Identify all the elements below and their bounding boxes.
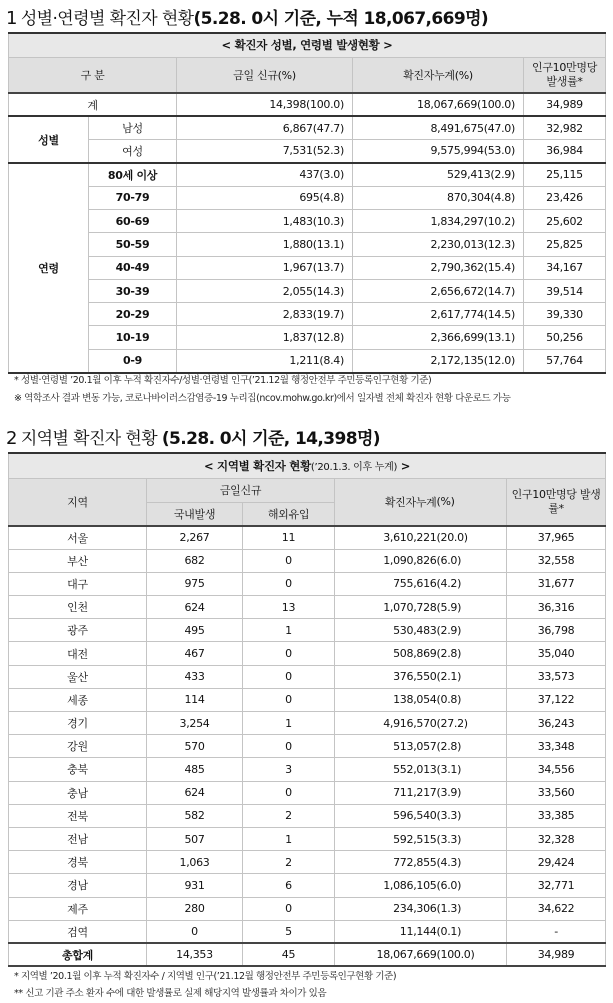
row-overseas: 0 <box>243 665 335 688</box>
header-today: 금일신규 <box>147 478 335 502</box>
row-region: 경기 <box>9 712 147 735</box>
table-row <box>9 326 606 349</box>
row-region: 충남 <box>9 781 147 804</box>
row-overseas: 13 <box>243 596 335 619</box>
row-label: 10-19 <box>89 326 177 349</box>
row-cumulative: 592,515 <box>335 827 437 850</box>
row-region: 경북 <box>9 851 147 874</box>
table-row <box>9 163 606 186</box>
row-pct: (4.2) <box>437 572 507 595</box>
row-rate: 33,348 <box>507 735 606 758</box>
row-rate: 37,122 <box>507 688 606 711</box>
row-cumulative: 138,054 <box>335 688 437 711</box>
row-domestic: 3,254 <box>147 712 243 735</box>
row-rate: 37,965 <box>507 526 606 549</box>
header-overseas: 해외유입 <box>243 502 335 526</box>
row-rate: 32,328 <box>507 827 606 850</box>
row-pct: (20.0) <box>437 526 507 549</box>
row-region: 세종 <box>9 688 147 711</box>
table2-header-row-a <box>9 478 606 502</box>
row-cumulative: 552,013 <box>335 758 437 781</box>
table-row <box>9 572 606 595</box>
table1-total-row <box>9 93 606 116</box>
row-cumulative: 9,575,994(53.0) <box>353 140 524 163</box>
row-label: 80세 이상 <box>89 163 177 186</box>
row-domestic: 433 <box>147 665 243 688</box>
row-pct: (2.8) <box>437 735 507 758</box>
row-rate: 33,560 <box>507 781 606 804</box>
header-cumulative: 확진자누계(%) <box>353 57 524 93</box>
row-domestic: 570 <box>147 735 243 758</box>
row-cumulative: 2,366,699(13.1) <box>353 326 524 349</box>
row-pct: (3.3) <box>437 804 507 827</box>
row-domestic: 975 <box>147 572 243 595</box>
table-row <box>9 665 606 688</box>
section2-number: 2 <box>6 428 17 449</box>
section1-number: 1 <box>6 8 17 29</box>
total-overseas: 45 <box>243 943 335 966</box>
row-domestic: 114 <box>147 688 243 711</box>
row-new: 1,211(8.4) <box>177 349 353 372</box>
table-row <box>9 781 606 804</box>
row-overseas: 2 <box>243 804 335 827</box>
row-label: 여성 <box>89 140 177 163</box>
row-label: 30-39 <box>89 279 177 302</box>
row-cumulative: 513,057 <box>335 735 437 758</box>
row-cumulative: 234,306 <box>335 897 437 920</box>
table2-caption-end: > <box>397 458 411 473</box>
row-new: 6,867(47.7) <box>177 116 353 139</box>
row-overseas: 2 <box>243 851 335 874</box>
row-rate: 32,982 <box>524 116 606 139</box>
table2-caption-sub: (’20.1.3. 이후 누계) <box>310 461 398 473</box>
gender-age-table <box>8 32 606 374</box>
table-row <box>9 851 606 874</box>
row-rate: 32,771 <box>507 874 606 897</box>
table1-caption-row <box>9 33 606 57</box>
table-row <box>9 897 606 920</box>
table-row <box>9 642 606 665</box>
table1-header-row <box>9 57 606 93</box>
row-rate: 39,330 <box>524 303 606 326</box>
row-domestic: 2,267 <box>147 526 243 549</box>
table2-caption-row <box>9 453 606 478</box>
row-pct: (6.0) <box>437 874 507 897</box>
section1-footnote: * 성별·연령별 ’20.1월 이후 누적 확진자수/성별·연령별 인구(’21.12월 행정안전부 주민등록인구현황 기준) <box>14 375 432 386</box>
row-pct: (3.1) <box>437 758 507 781</box>
row-cumulative: 11,144 <box>335 920 437 943</box>
row-rate: 25,825 <box>524 233 606 256</box>
table-row <box>9 303 606 326</box>
row-cumulative: 508,869 <box>335 642 437 665</box>
row-rate: 33,573 <box>507 665 606 688</box>
row-domestic: 624 <box>147 596 243 619</box>
row-rate: 39,514 <box>524 279 606 302</box>
row-rate: - <box>507 920 606 943</box>
total-cumulative: 18,067,669(100.0) <box>353 93 524 116</box>
table-row <box>9 233 606 256</box>
section1-title <box>6 4 488 29</box>
row-region: 경남 <box>9 874 147 897</box>
section1-remark: ※ 역학조사 결과 변동 가능, 코로나바이러스감염증-19 누리집(ncov.mohw.go.kr)에서 일자별 전체 확진자 현황 다운로드 가능 <box>14 393 511 404</box>
total-region: 총합계 <box>9 943 147 966</box>
row-rate: 57,764 <box>524 349 606 372</box>
row-pct: (27.2) <box>437 712 507 735</box>
row-rate: 36,984 <box>524 140 606 163</box>
row-label: 0-9 <box>89 349 177 372</box>
row-region: 전북 <box>9 804 147 827</box>
total-domestic: 14,353 <box>147 943 243 966</box>
table-row <box>9 619 606 642</box>
row-region: 부산 <box>9 549 147 572</box>
row-rate: 23,426 <box>524 186 606 209</box>
row-cumulative: 2,172,135(12.0) <box>353 349 524 372</box>
row-domestic: 467 <box>147 642 243 665</box>
total-rate: 34,989 <box>507 943 606 966</box>
row-rate: 36,798 <box>507 619 606 642</box>
row-rate: 36,243 <box>507 712 606 735</box>
table-row <box>9 186 606 209</box>
table-row <box>9 526 606 549</box>
row-cumulative: 1,834,297(10.2) <box>353 209 524 232</box>
header-category: 구 분 <box>9 57 177 93</box>
header-cumulative: 확진자누계 <box>335 478 437 526</box>
row-cumulative: 596,540 <box>335 804 437 827</box>
row-domestic: 495 <box>147 619 243 642</box>
row-new: 2,833(19.7) <box>177 303 353 326</box>
row-new: 695(4.8) <box>177 186 353 209</box>
row-overseas: 0 <box>243 572 335 595</box>
row-label: 40-49 <box>89 256 177 279</box>
row-pct: (0.8) <box>437 688 507 711</box>
row-pct: (3.9) <box>437 781 507 804</box>
row-rate: 35,040 <box>507 642 606 665</box>
row-label: 60-69 <box>89 209 177 232</box>
row-overseas: 1 <box>243 619 335 642</box>
row-region: 인천 <box>9 596 147 619</box>
row-new: 7,531(52.3) <box>177 140 353 163</box>
row-domestic: 624 <box>147 781 243 804</box>
table2-total-row <box>9 943 606 966</box>
row-rate: 34,622 <box>507 897 606 920</box>
row-cumulative: 1,070,728 <box>335 596 437 619</box>
table-row <box>9 209 606 232</box>
table-row <box>9 256 606 279</box>
section2-title-text: 지역별 확진자 현황 <box>20 429 158 449</box>
row-region: 전남 <box>9 827 147 850</box>
row-cumulative: 2,656,672(14.7) <box>353 279 524 302</box>
row-pct: (2.9) <box>437 619 507 642</box>
header-domestic: 국내발생 <box>147 502 243 526</box>
table-row <box>9 758 606 781</box>
row-cumulative: 8,491,675(47.0) <box>353 116 524 139</box>
row-rate: 32,558 <box>507 549 606 572</box>
row-domestic: 682 <box>147 549 243 572</box>
section2-remark: ** 신고 기관 주소 환자 수에 대한 발생률로 실제 해당지역 발생률과 차이가 있음 <box>14 988 327 999</box>
row-pct: (6.0) <box>437 549 507 572</box>
row-overseas: 6 <box>243 874 335 897</box>
header-rate: 인구10만명당 발생률* <box>507 478 606 526</box>
row-label: 남성 <box>89 116 177 139</box>
row-cumulative: 711,217 <box>335 781 437 804</box>
row-domestic: 507 <box>147 827 243 850</box>
row-new: 1,880(13.1) <box>177 233 353 256</box>
total-label: 계 <box>9 93 177 116</box>
header-rate: 인구10만명당 발생률* <box>524 57 606 93</box>
row-pct: (2.1) <box>437 665 507 688</box>
section1-title-text: 성별·연령별 확진자 현황 <box>20 9 194 29</box>
row-cumulative: 2,790,362(15.4) <box>353 256 524 279</box>
table-row <box>9 279 606 302</box>
row-new: 1,483(10.3) <box>177 209 353 232</box>
table-row <box>9 549 606 572</box>
row-cumulative: 1,086,105 <box>335 874 437 897</box>
total-cumulative: 18,067,669 <box>335 943 437 966</box>
row-cumulative: 2,230,013(12.3) <box>353 233 524 256</box>
row-rate: 50,256 <box>524 326 606 349</box>
row-domestic: 931 <box>147 874 243 897</box>
row-rate: 34,167 <box>524 256 606 279</box>
row-domestic: 582 <box>147 804 243 827</box>
header-region: 지역 <box>9 478 147 526</box>
row-pct: (2.8) <box>437 642 507 665</box>
table-row <box>9 827 606 850</box>
table-row <box>9 874 606 897</box>
section1-title-date: (5.28. 0시 기준, 누적 18,067,669명) <box>193 9 489 29</box>
region-table <box>8 452 606 967</box>
row-overseas: 11 <box>243 526 335 549</box>
row-region: 대구 <box>9 572 147 595</box>
row-cumulative: 1,090,826 <box>335 549 437 572</box>
gender-group-label: 성별 <box>9 116 89 163</box>
table-row <box>9 804 606 827</box>
row-label: 50-59 <box>89 233 177 256</box>
row-cumulative: 529,413(2.9) <box>353 163 524 186</box>
row-overseas: 0 <box>243 735 335 758</box>
row-region: 강원 <box>9 735 147 758</box>
row-overseas: 5 <box>243 920 335 943</box>
table-row <box>9 596 606 619</box>
table2-caption <box>9 453 606 478</box>
row-region: 대전 <box>9 642 147 665</box>
row-domestic: 1,063 <box>147 851 243 874</box>
row-region: 서울 <box>9 526 147 549</box>
table1-caption: < 확진자 성별, 연령별 발생현황 > <box>9 33 606 57</box>
row-overseas: 0 <box>243 549 335 572</box>
row-cumulative: 376,550 <box>335 665 437 688</box>
row-rate: 36,316 <box>507 596 606 619</box>
row-region: 제주 <box>9 897 147 920</box>
row-domestic: 0 <box>147 920 243 943</box>
section2-title <box>6 424 380 449</box>
row-cumulative: 4,916,570 <box>335 712 437 735</box>
table-row <box>9 920 606 943</box>
row-rate: 34,556 <box>507 758 606 781</box>
row-overseas: 3 <box>243 758 335 781</box>
row-new: 437(3.0) <box>177 163 353 186</box>
row-cumulative: 772,855 <box>335 851 437 874</box>
section2-footnote: * 지역별 ’20.1월 이후 누적 확진자수 / 지역별 인구(’21.12월 행정안전부 주민등록인구현황 기준) <box>14 971 397 982</box>
section2-title-date: (5.28. 0시 기준, 14,398명) <box>161 429 380 449</box>
age-group-label: 연령 <box>9 163 89 373</box>
row-cumulative: 3,610,221 <box>335 526 437 549</box>
row-region: 충북 <box>9 758 147 781</box>
row-rate: 33,385 <box>507 804 606 827</box>
row-new: 1,837(12.8) <box>177 326 353 349</box>
row-rate: 25,602 <box>524 209 606 232</box>
row-overseas: 0 <box>243 897 335 920</box>
row-overseas: 1 <box>243 712 335 735</box>
table2-caption-main: < 지역별 확진자 현황 <box>203 458 311 473</box>
row-cumulative: 755,616 <box>335 572 437 595</box>
header-new: 금일 신규(%) <box>177 57 353 93</box>
row-overseas: 0 <box>243 781 335 804</box>
table-row <box>9 712 606 735</box>
row-rate: 25,115 <box>524 163 606 186</box>
row-pct: (4.3) <box>437 851 507 874</box>
row-rate: 31,677 <box>507 572 606 595</box>
row-rate: 29,424 <box>507 851 606 874</box>
table-row <box>9 735 606 758</box>
header-pct: (%) <box>437 478 507 526</box>
row-overseas: 1 <box>243 827 335 850</box>
total-pct: (100.0) <box>437 943 507 966</box>
row-label: 20-29 <box>89 303 177 326</box>
table-row <box>9 116 606 139</box>
row-pct: (0.1) <box>437 920 507 943</box>
row-pct: (3.3) <box>437 827 507 850</box>
region-rows <box>9 526 606 943</box>
row-region: 검역 <box>9 920 147 943</box>
row-overseas: 0 <box>243 642 335 665</box>
table-row <box>9 140 606 163</box>
row-domestic: 280 <box>147 897 243 920</box>
row-region: 광주 <box>9 619 147 642</box>
total-new: 14,398(100.0) <box>177 93 353 116</box>
table-row <box>9 688 606 711</box>
row-pct: (5.9) <box>437 596 507 619</box>
row-new: 2,055(14.3) <box>177 279 353 302</box>
row-pct: (1.3) <box>437 897 507 920</box>
total-rate: 34,989 <box>524 93 606 116</box>
row-domestic: 485 <box>147 758 243 781</box>
row-new: 1,967(13.7) <box>177 256 353 279</box>
table-row <box>9 349 606 372</box>
row-cumulative: 530,483 <box>335 619 437 642</box>
row-cumulative: 870,304(4.8) <box>353 186 524 209</box>
row-cumulative: 2,617,774(14.5) <box>353 303 524 326</box>
row-region: 울산 <box>9 665 147 688</box>
row-overseas: 0 <box>243 688 335 711</box>
row-label: 70-79 <box>89 186 177 209</box>
